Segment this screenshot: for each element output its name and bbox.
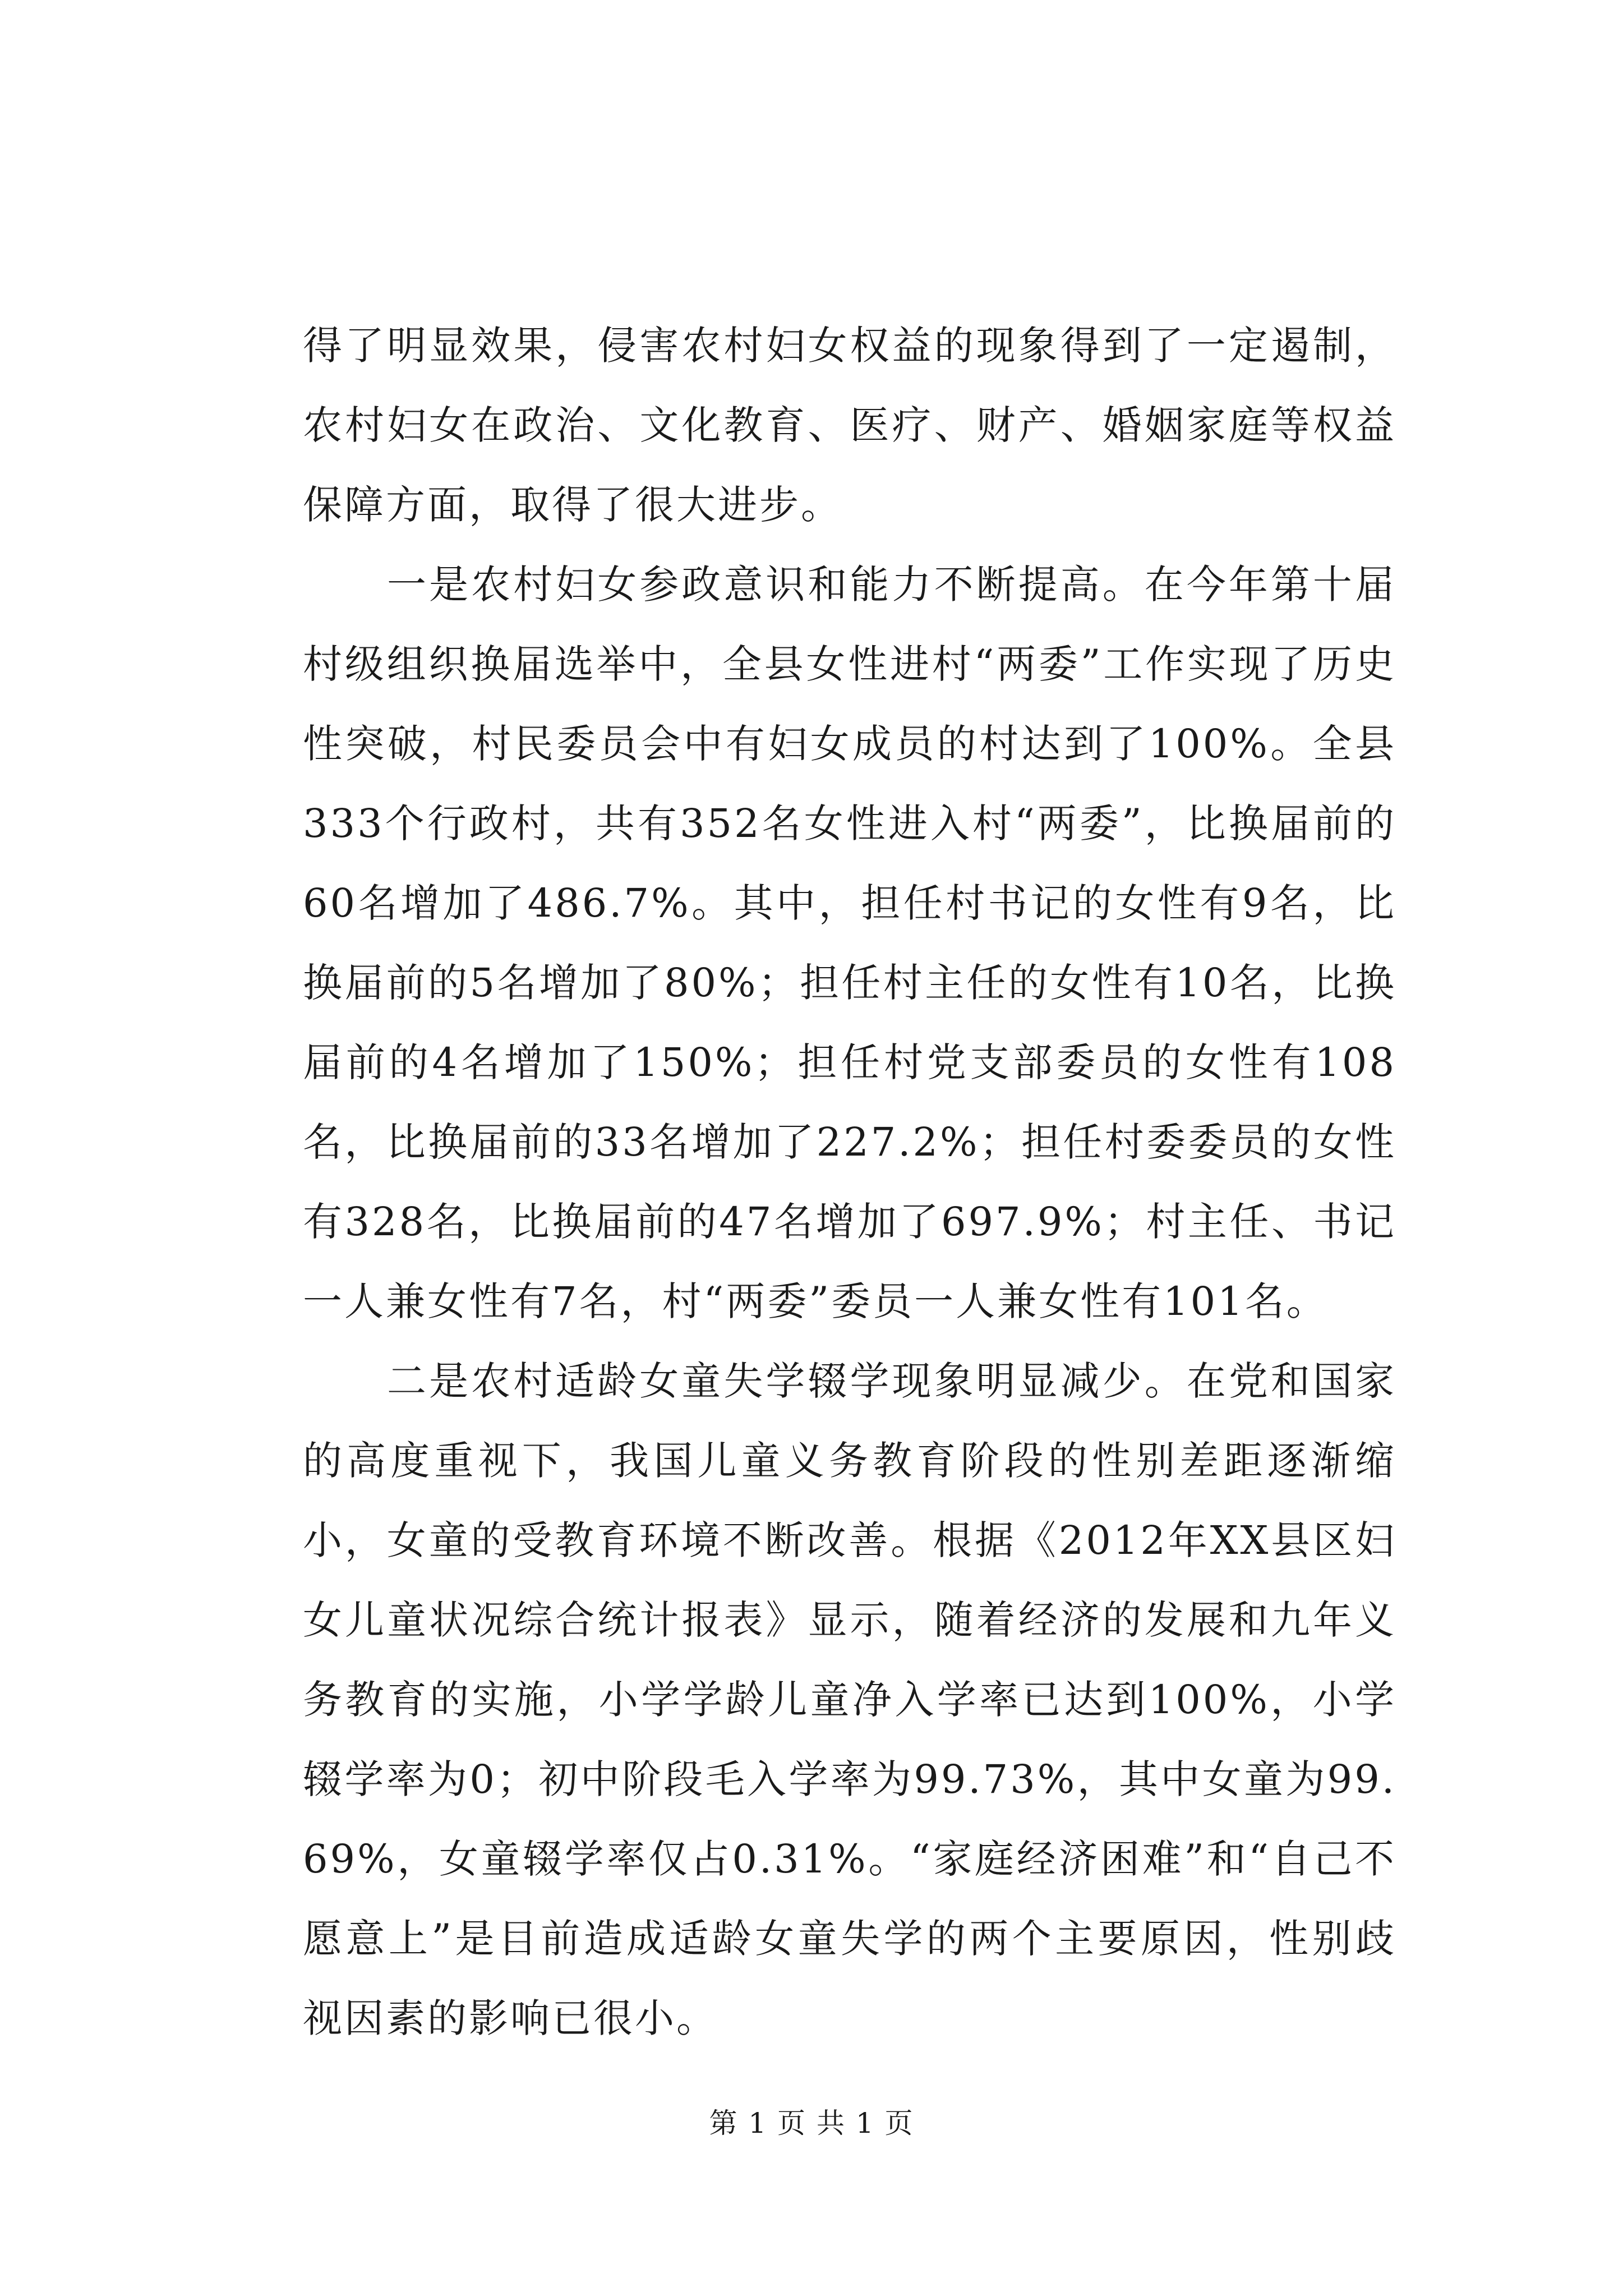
document-body bbox=[303, 306, 1396, 2058]
paragraph-point-one: 一是农村妇女参政意识和能力不断提高。在今年第十届村级组织换届选举中，全县女性进村“两委”工作实现了历史性突破，村民委员会中有妇女成员的村达到了100%。全县333个行政村，共有352名女性进入村“两委”，比换届前的60名增加了486.7%。其中，担任村书记的女性有9名，比换届前的5名增加了80%；担任村主任的女性有10名，比换届前的4名增加了150%；担任村党支部委员的女性有108名，比换届前的33名增加了227.2%；担任村委委员的女性有328名，比换届前的47名增加了697.9%；村主任、书记一人兼女性有7名，村“两委”委员一人兼女性有101名。 bbox=[303, 562, 1396, 1324]
paragraph-intro-continued: 得了明显效果，侵害农村妇女权益的现象得到了一定遏制，农村妇女在政治、文化教育、医疗、财产、婚姻家庭等权益保障方面，取得了很大进步。 bbox=[303, 323, 1396, 528]
page-number-footer: 第 1 页 共 1 页 bbox=[709, 2107, 914, 2139]
paragraph-point-two: 二是农村适龄女童失学辍学现象明显减少。在党和国家的高度重视下，我国儿童义务教育阶段的性别差距逐渐缩小，女童的受教育环境不断改善。根据《2012年XX县区妇女儿童状况综合统计报表》显示，随着经济的发展和九年义务教育的实施，小学学龄儿童净入学率已达到100%，小学辍学率为0；初中阶段毛入学率为99.73%，其中女童为99.69%，女童辍学率仅占0.31%。“家庭经济困难”和“自己不愿意上”是目前造成适龄女童失学的两个主要原因，性别歧视因素的影响已很小。 bbox=[303, 1358, 1396, 2041]
